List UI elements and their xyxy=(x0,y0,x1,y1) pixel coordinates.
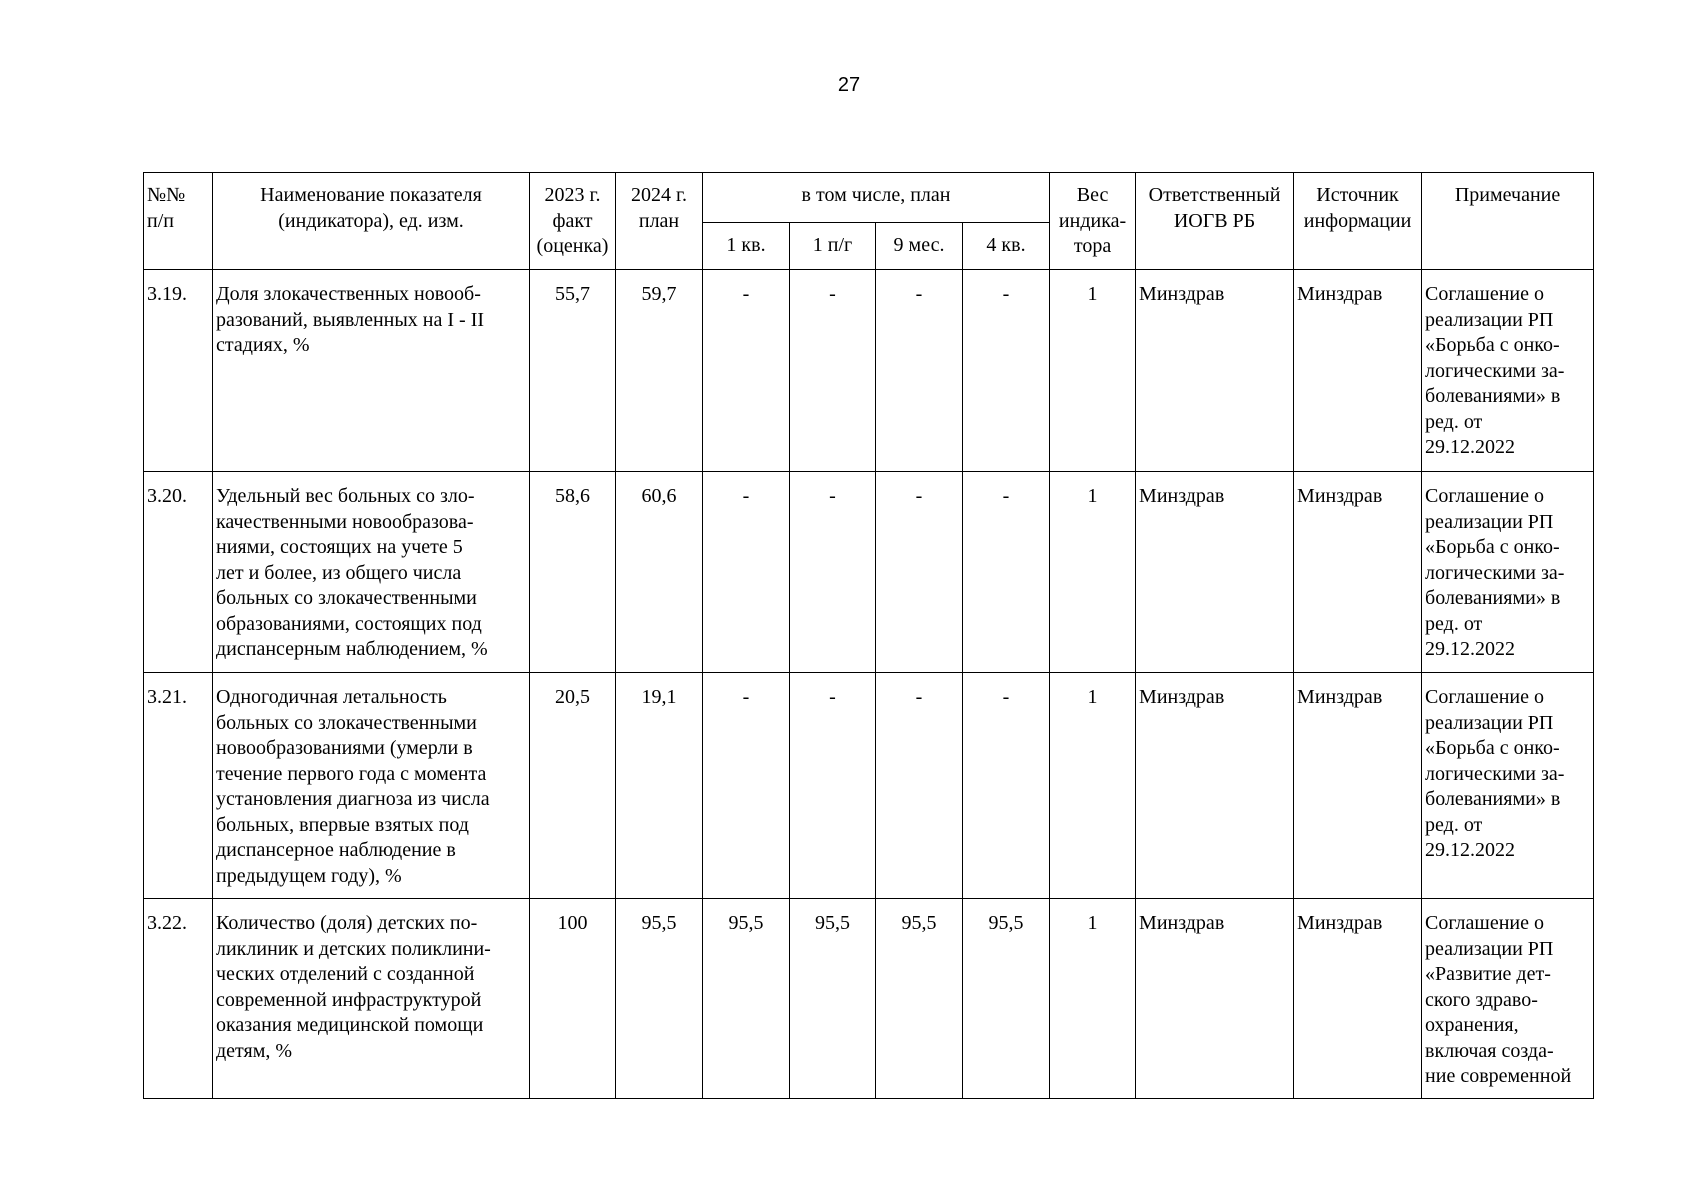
row-responsible: Минздрав xyxy=(1136,673,1294,899)
row-responsible: Минздрав xyxy=(1136,472,1294,673)
header-incl-plan: в том числе, план xyxy=(703,173,1050,223)
row-weight: 1 xyxy=(1050,472,1136,673)
row-weight: 1 xyxy=(1050,673,1136,899)
row-2023: 100 xyxy=(530,899,616,1099)
row-source: Минздрав xyxy=(1294,899,1422,1099)
table-row xyxy=(144,472,1594,673)
row-source: Минздрав xyxy=(1294,673,1422,899)
page-number: 27 xyxy=(837,74,861,96)
row-source: Минздрав xyxy=(1294,270,1422,472)
row-num: 3.19. xyxy=(144,270,213,472)
row-2024: 19,1 xyxy=(616,673,703,899)
header-9m: 9 мес. xyxy=(876,223,963,270)
row-2024: 60,6 xyxy=(616,472,703,673)
row-num: 3.22. xyxy=(144,899,213,1099)
row-responsible: Минздрав xyxy=(1136,270,1294,472)
row-num: 3.21. xyxy=(144,673,213,899)
header-source: Источник информации xyxy=(1294,173,1422,270)
row-2024: 59,7 xyxy=(616,270,703,472)
row-q4: - xyxy=(963,270,1050,472)
row-9m: - xyxy=(876,270,963,472)
header-name: Наименование показателя (индикатора), ед. изм. xyxy=(213,173,530,270)
table-row xyxy=(144,673,1594,899)
row-num: 3.20. xyxy=(144,472,213,673)
row-name: Удельный вес больных со зло- качественными новообразова- ниями, состоящих на учете 5 лет и более, из общего числа больных со злокачественными образованиями, состоящих под диспансерным наблюдением, % xyxy=(213,472,530,673)
header-h1: 1 п/г xyxy=(790,223,876,270)
row-note: Соглашение о реализации РП «Борьба с онко- логическими за- болеваниями» в ред. от 29.12.2022 xyxy=(1422,472,1594,673)
indicators-table xyxy=(143,172,1594,1099)
header-note: Примечание xyxy=(1422,173,1594,270)
header-q4: 4 кв. xyxy=(963,223,1050,270)
row-h1: - xyxy=(790,270,876,472)
row-9m: - xyxy=(876,472,963,673)
row-q1: - xyxy=(703,270,790,472)
row-q1: - xyxy=(703,472,790,673)
row-source: Минздрав xyxy=(1294,472,1422,673)
row-name: Доля злокачественных новооб- разований, выявленных на I - II стадиях, % xyxy=(213,270,530,472)
header-responsible: Ответственный ИОГВ РБ xyxy=(1136,173,1294,270)
header-2023: 2023 г. факт (оценка) xyxy=(530,173,616,270)
row-q1: 95,5 xyxy=(703,899,790,1099)
table-row xyxy=(144,899,1594,1099)
row-q4: - xyxy=(963,673,1050,899)
row-responsible: Минздрав xyxy=(1136,899,1294,1099)
row-q4: - xyxy=(963,472,1050,673)
header-2024: 2024 г. план xyxy=(616,173,703,270)
row-q4: 95,5 xyxy=(963,899,1050,1099)
row-name: Одногодичная летальность больных со злокачественными новообразованиями (умерли в течение первого года с момента установления диагноза из числа больных, впервые взятых под диспансерное наблюдение в предыдущем году), % xyxy=(213,673,530,899)
row-2024: 95,5 xyxy=(616,899,703,1099)
header-weight: Вес индика- тора xyxy=(1050,173,1136,270)
header-num: №№ п/п xyxy=(144,173,213,270)
row-weight: 1 xyxy=(1050,899,1136,1099)
row-2023: 55,7 xyxy=(530,270,616,472)
row-2023: 20,5 xyxy=(530,673,616,899)
row-h1: 95,5 xyxy=(790,899,876,1099)
row-9m: 95,5 xyxy=(876,899,963,1099)
row-note: Соглашение о реализации РП «Борьба с онко- логическими за- болеваниями» в ред. от 29.12.2022 xyxy=(1422,673,1594,899)
header-q1: 1 кв. xyxy=(703,223,790,270)
row-h1: - xyxy=(790,472,876,673)
row-h1: - xyxy=(790,673,876,899)
row-note: Соглашение о реализации РП «Борьба с онко- логическими за- болеваниями» в ред. от 29.12.2022 xyxy=(1422,270,1594,472)
row-9m: - xyxy=(876,673,963,899)
row-name: Количество (доля) детских по- ликлиник и детских поликлини- ческих отделений с созданной современной инфраструктурой оказания медицинской помощи детям, % xyxy=(213,899,530,1099)
row-q1: - xyxy=(703,673,790,899)
row-2023: 58,6 xyxy=(530,472,616,673)
table-row xyxy=(144,270,1594,472)
row-weight: 1 xyxy=(1050,270,1136,472)
row-note: Соглашение о реализации РП «Развитие дет- ского здраво- охранения, включая созда- ние современной xyxy=(1422,899,1594,1099)
